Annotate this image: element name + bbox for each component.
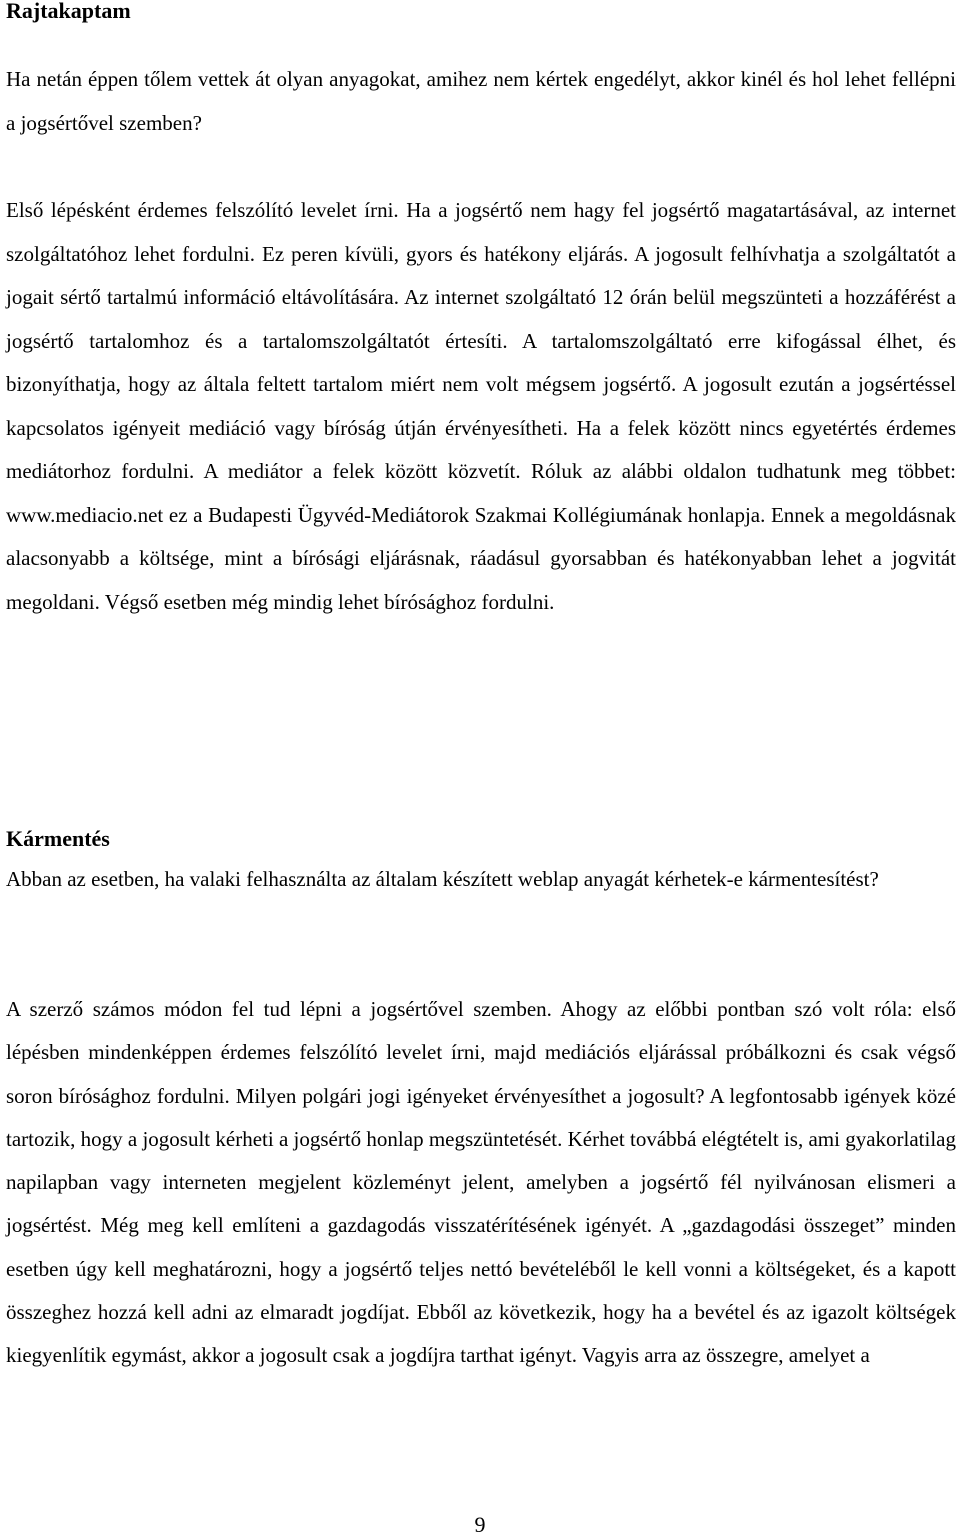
- paragraph-first-steps: Első lépésként érdemes felszólító levelet írni. Ha a jogsértő nem hagy fel jogsértő magatartásával, az internet szolgáltatóhoz lehet fordulni. Ez peren kívüli, gyors és hatékony eljárás. A jogosult felhívhatja a szolgáltatót a jogait sértő tartalmú információ eltávolítására. Az internet szolgáltató 12 órán belül megszünteti a hozzáférést a jogsértő tartalomhoz és a tartalomszolgáltatót értesíti. A tartalomszolgáltató erre kifogással élhet, és bizonyíthatja, hogy az általa feltett tartalom miért nem volt mégsem jogsértő. A jogosult ezután a jogsértéssel kapcsolatos igényeit mediáció vagy bíróság útján érvényesítheti. Ha a felek között nincs egyetértés érdemes mediátorhoz fordulni. A mediátor a felek között közvetít. Róluk az alábbi oldalon tudhatunk meg többet: www.mediacio.net ez a Budapesti Ügyvéd-Mediátorok Szakmai Kollégiumának honlapja. Ennek a megoldásnak alacsonyabb a költsége, mint a bírósági eljárásnak, ráadásul gyorsabban és hatékonyabban lehet a jogvitát megoldani. Végső esetben még mindig lehet bírósághoz fordulni.: [6, 198, 956, 614]
- section-heading-karmentes: Kármentés: [6, 826, 110, 851]
- paragraph-question: Ha netán éppen tőlem vettek át olyan anyagokat, amihez nem kértek engedélyt, akkor kinél és hol lehet fellépni a jogsértővel szemben?: [6, 67, 956, 135]
- page-number: 9: [474, 1512, 486, 1537]
- section-heading-rajtakaptam: Rajtakaptam: [6, 0, 131, 23]
- paragraph-karmentes-answer: A szerző számos módon fel tud lépni a jogsértővel szemben. Ahogy az előbbi pontban szó volt róla: első lépésben mindenképpen érdemes felszólító levelet írni, majd mediációs eljárással próbálkozni és csak végső soron bírósághoz fordulni. Milyen polgári jogi igényeket érvényesíthet a jogosult? A legfontosabb igények közé tartozik, hogy a jogosult kérheti a jogsértő honlap megszüntetését. Kérhet továbbá elégtételt is, ami gyakorlatilag napilapban vagy interneten megjelent közleményt jelent, amelyben a jogsértő fél nyilvánosan elismeri a jogsértést. Még meg kell említeni a gazdagodás visszatérítésének igényét. A „gazdagodási összeget” minden esetben úgy kell meghatározni, hogy a jogsértő teljes nettó bevételéből le kell vonni a költségeket, és a kapott összeghez hozzá kell adni az elmaradt jogdíjat. Ebből az következik, hogy ha a bevétel és az igazolt költségek kiegyenlítik egymást, akkor a jogosult csak a jogdíjra tarthat igényt. Vagyis arra az összegre, amelyet a: [6, 997, 956, 1368]
- paragraph-karmentes-question: Abban az esetben, ha valaki felhasználta az általam készített weblap anyagát kérhetek-e kármentesítést?: [6, 867, 879, 891]
